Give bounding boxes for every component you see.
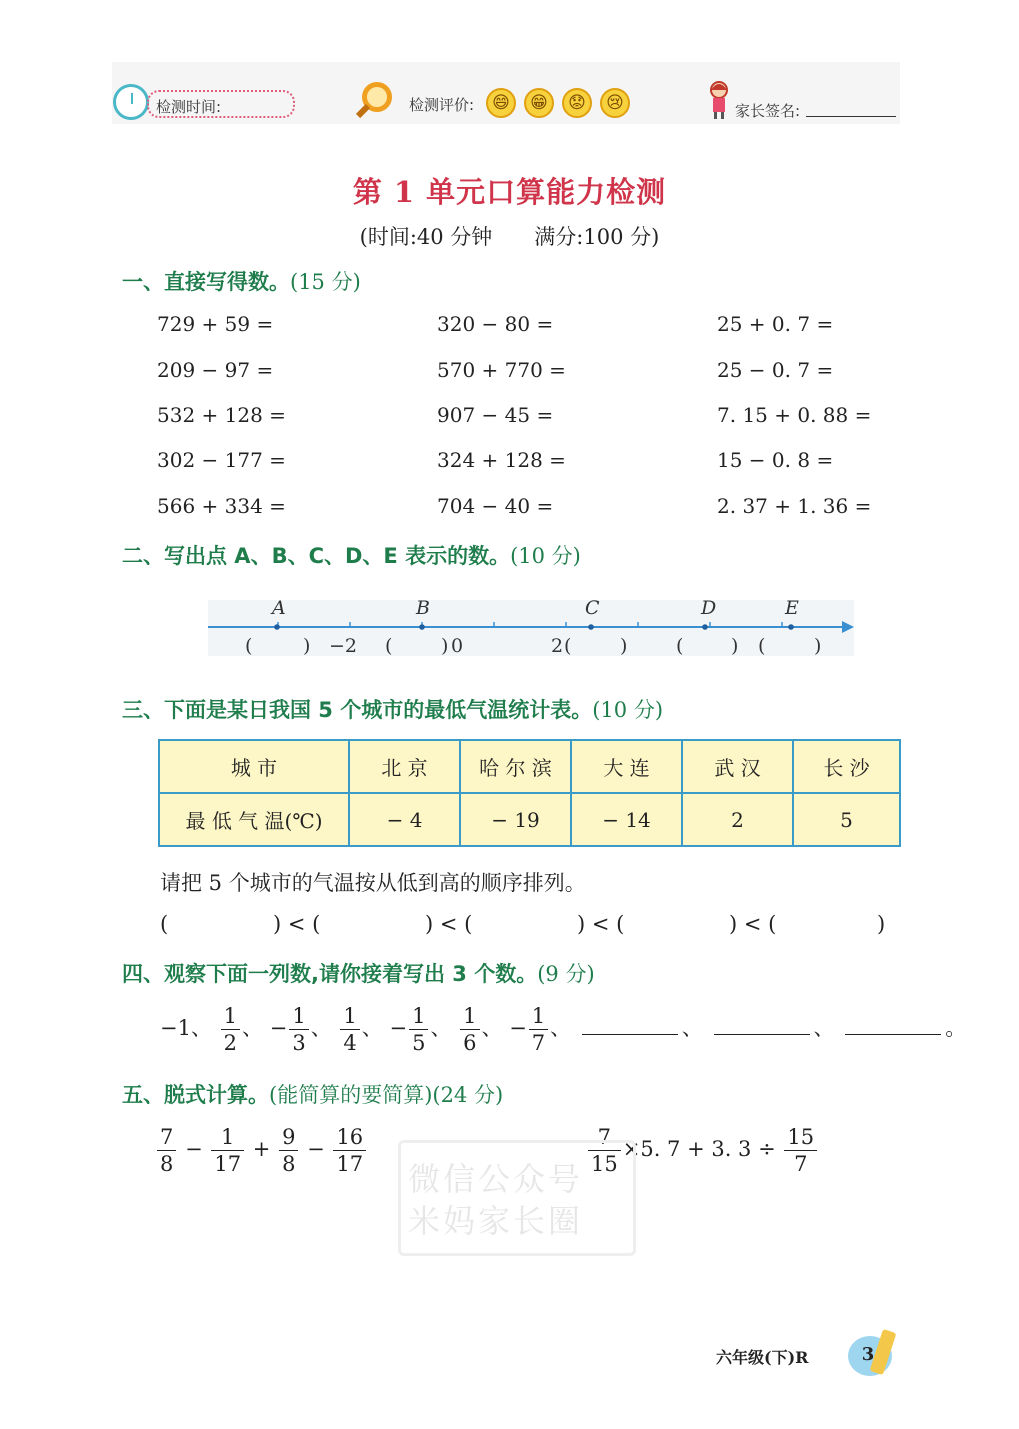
section-3-title: 三、下面是某日我国 5 个城市的最低气温统计表。 — [122, 698, 593, 722]
fraction-denominator: 5 — [412, 1031, 426, 1055]
equation: 704 − 40 = — [437, 494, 554, 518]
point-label-c: C — [585, 597, 600, 619]
calc-operator: − — [185, 1137, 203, 1161]
sign-label: 家长签名: — [735, 102, 801, 120]
table-cell: − 14 — [571, 793, 682, 846]
section-2-title: 二、写出点 A、B、C、D、E 表示的数。 — [122, 544, 511, 568]
equation: 729 + 59 = — [157, 312, 274, 336]
fraction-denominator: 4 — [343, 1031, 357, 1055]
section-5-points: (能简算的要简算)(24 分) — [269, 1083, 504, 1107]
calc-expression-1 — [155, 1124, 368, 1177]
calc-fraction — [157, 1124, 176, 1177]
section-4-points: (9 分) — [537, 962, 595, 986]
equation: 302 − 177 = — [157, 448, 286, 472]
section-1-points: (15 分) — [290, 270, 361, 294]
section-3-points: (10 分) — [592, 698, 664, 722]
fraction-numerator: 9 — [279, 1124, 298, 1151]
equation: 320 − 80 = — [437, 312, 554, 336]
seq-minus: − — [269, 1016, 288, 1040]
face-worried-icon[interactable]: 😟 — [562, 88, 592, 118]
answer-paren-open[interactable]: ( — [245, 635, 253, 657]
fraction-numerator: 1 — [289, 1003, 308, 1030]
fraction-denominator: 15 — [591, 1152, 618, 1176]
answer-paren-open[interactable]: ( — [676, 635, 684, 657]
fraction-numerator: 1 — [409, 1003, 428, 1030]
fraction-numerator: 1 — [340, 1003, 359, 1030]
seq-sep: 、 — [550, 1016, 572, 1040]
calc-fraction — [211, 1124, 244, 1177]
seq-fraction — [409, 1003, 428, 1056]
fraction-numerator: 1 — [529, 1003, 548, 1030]
section-4-title: 四、观察下面一列数,请你接着写出 3 个数。 — [122, 962, 538, 986]
watermark — [408, 1158, 583, 1242]
watermark-line: 微信公众号 — [408, 1160, 584, 1198]
seq-end: 。 — [945, 1016, 967, 1040]
section-1-heading — [122, 266, 361, 296]
table-cell: 2 — [682, 793, 793, 846]
answer-blank[interactable] — [845, 1034, 941, 1035]
section-1-title: 一、直接写得数。 — [122, 270, 290, 294]
fraction-numerator: 1 — [211, 1124, 244, 1151]
fraction-denominator: 7 — [794, 1152, 808, 1176]
equation: 566 + 334 = — [157, 494, 286, 518]
seq-minus: − — [509, 1016, 527, 1040]
equation: 570 + 770 = — [437, 358, 566, 382]
fraction-denominator: 8 — [282, 1152, 296, 1176]
answer-paren-close: ) — [441, 635, 449, 657]
table-header-cell: 哈 尔 滨 — [460, 740, 571, 793]
equation: 532 + 128 = — [157, 403, 286, 427]
answer-paren-close: ) — [814, 635, 822, 657]
order-paren-close: ) — [877, 912, 886, 936]
tick-label-minus2: −2 — [329, 635, 358, 657]
calc-fraction — [333, 1124, 366, 1177]
section-5-heading — [122, 1079, 503, 1109]
fraction-denominator: 6 — [463, 1031, 477, 1055]
seq-fraction — [289, 1003, 308, 1056]
point-label-e: E — [785, 597, 799, 619]
seq-sep: 、 — [813, 1016, 835, 1040]
seq-sep: 、 — [190, 1016, 212, 1040]
answer-paren-close: ) — [303, 635, 311, 657]
order-separator[interactable]: ) < ( — [729, 912, 777, 936]
equation: 25 + 0. 7 = — [717, 312, 834, 336]
sign-line[interactable] — [806, 116, 896, 117]
fraction-denominator: 17 — [336, 1152, 364, 1176]
fraction-denominator: 2 — [223, 1031, 238, 1055]
fraction-numerator: 1 — [460, 1003, 479, 1030]
answer-blank[interactable] — [714, 1034, 810, 1035]
eval-label: 检测评价: — [409, 96, 475, 114]
fraction-denominator: 3 — [292, 1031, 306, 1055]
fraction-numerator: 1 — [221, 1003, 240, 1030]
section-3-heading — [122, 694, 663, 724]
order-separator[interactable]: ) < ( — [425, 912, 473, 936]
answer-paren-close: ) — [620, 635, 628, 657]
fraction-numerator: 7 — [157, 1124, 176, 1151]
answer-paren-open[interactable]: ( — [385, 635, 393, 657]
tick-label-zero: 0 — [451, 635, 464, 657]
section-2-points: (10 分) — [510, 544, 581, 568]
face-happy-icon[interactable]: 😄 — [486, 88, 516, 118]
section-5-title: 五、脱式计算。 — [122, 1083, 269, 1107]
calc-operator: + — [252, 1137, 271, 1161]
seq-fraction — [340, 1003, 359, 1056]
seq-sep: 、 — [242, 1016, 264, 1040]
fraction-denominator: 7 — [531, 1031, 546, 1055]
calc-operator: − — [307, 1137, 325, 1161]
table-header-row — [159, 740, 900, 793]
table-cell: 最 低 气 温(℃) — [159, 793, 349, 846]
time-label: 检测时间: — [156, 98, 222, 116]
table-row — [159, 793, 900, 846]
seq-sep: 、 — [481, 1016, 503, 1040]
section-2-heading — [122, 540, 581, 570]
tick-label-two: 2 — [551, 635, 564, 657]
clock-icon — [113, 84, 149, 120]
fraction-numerator: 15 — [784, 1124, 817, 1151]
table-cell: − 19 — [460, 793, 571, 846]
equation: 324 + 128 = — [437, 448, 566, 472]
seq-sep: 、 — [361, 1016, 383, 1040]
page-number: 3 — [861, 1344, 875, 1365]
equation: 907 − 45 = — [437, 403, 554, 427]
fraction-numerator: 16 — [333, 1124, 366, 1151]
face-crying-icon[interactable]: 😢 — [600, 88, 630, 118]
point-label-a: A — [272, 597, 286, 619]
temperature-table — [158, 739, 901, 847]
answer-paren-close: ) — [731, 635, 739, 657]
page-title: 第 1 单元口算能力检测 — [352, 175, 667, 209]
face-grin-icon[interactable]: 😁 — [524, 88, 554, 118]
order-request: 请把 5 个城市的气温按从低到高的顺序排列。 — [160, 871, 586, 895]
table-cell: 5 — [793, 793, 900, 846]
equation: 25 − 0. 7 = — [717, 358, 834, 382]
point-label-b: B — [416, 597, 430, 619]
equation: 15 − 0. 8 = — [717, 448, 834, 472]
answer-paren-open[interactable]: ( — [564, 635, 572, 657]
table-cell: − 4 — [349, 793, 460, 846]
page-subtitle: (时间:40 分钟 满分:100 分) — [359, 225, 660, 249]
fraction-numerator: 7 — [588, 1124, 621, 1151]
seq-sep: 、 — [310, 1016, 332, 1040]
fraction-denominator: 17 — [214, 1152, 242, 1176]
point-label-d: D — [701, 597, 717, 619]
table-header-cell: 武 汉 — [682, 740, 793, 793]
seq-fraction — [529, 1003, 548, 1056]
equation: 209 − 97 = — [157, 358, 274, 382]
calc-middle: ×5. 7 + 3. 3 ÷ — [622, 1137, 776, 1161]
seq-sep: 、 — [430, 1016, 452, 1040]
calc-fraction — [784, 1124, 817, 1177]
girl-icon — [706, 80, 732, 120]
order-separator[interactable]: ) < ( — [577, 912, 625, 936]
fraction-denominator: 8 — [160, 1152, 174, 1176]
equation: 7. 15 + 0. 88 = — [717, 403, 872, 427]
table-header-cell: 北 京 — [349, 740, 460, 793]
answer-paren-open[interactable]: ( — [758, 635, 766, 657]
seq-minus: − — [389, 1016, 408, 1040]
table-header-cell: 大 连 — [571, 740, 682, 793]
answer-blank[interactable] — [582, 1034, 678, 1035]
calc-fraction — [279, 1124, 298, 1177]
grade-label: 六年级(下)R — [716, 1348, 809, 1367]
number-sequence — [160, 1003, 966, 1056]
seq-fraction — [460, 1003, 479, 1056]
seq-sep: 、 — [681, 1016, 703, 1040]
section-4-heading — [122, 958, 595, 988]
seq-fraction — [221, 1003, 240, 1056]
seq-first: −1 — [160, 1016, 191, 1040]
watermark-line: 米妈家长圈 — [408, 1202, 584, 1240]
order-paren-open[interactable]: ( — [160, 912, 169, 936]
table-header-cell: 城 市 — [159, 740, 349, 793]
table-header-cell: 长 沙 — [793, 740, 900, 793]
order-separator[interactable]: ) < ( — [273, 912, 321, 936]
equation: 2. 37 + 1. 36 = — [717, 494, 872, 518]
